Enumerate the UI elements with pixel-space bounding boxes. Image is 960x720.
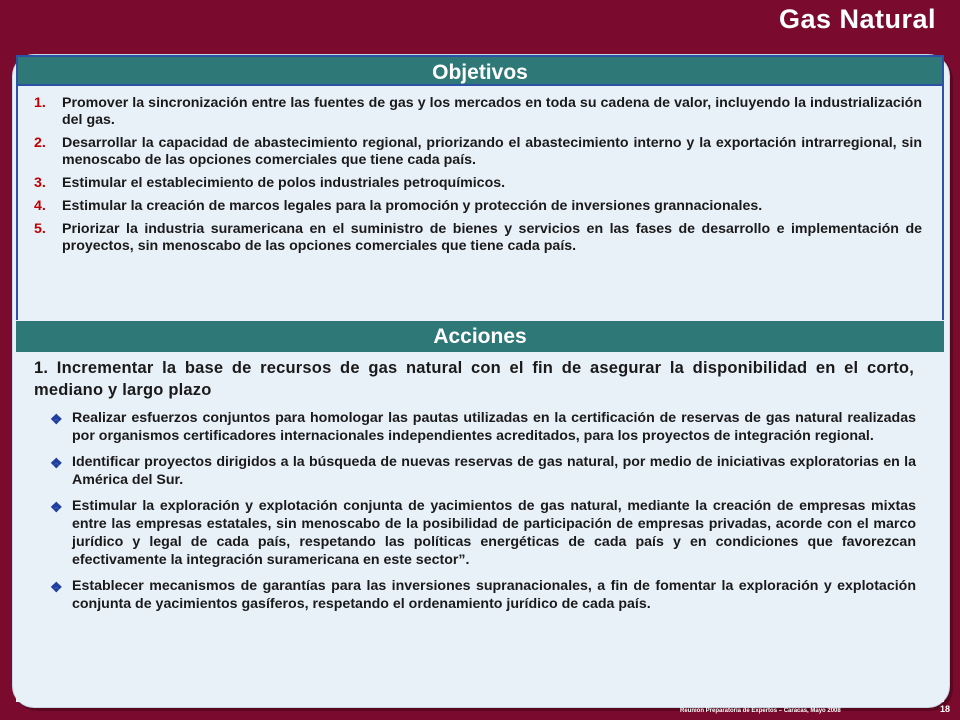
objetivo-text: Promover la sincronización entre las fuentes de gas y los mercados en toda su cadena de valor, incluyendo la industrialización del gas. <box>62 95 922 128</box>
accion-text: Realizar esfuerzos conjuntos para homologar las pautas utilizadas en la certificación de reservas de gas natural realizadas por organismos certificadores internacionales independientes acreditados, para los proyectos de integración regional. <box>72 410 916 444</box>
acciones-heading <box>34 357 914 401</box>
objetivo-text: Priorizar la industria suramericana en el suministro de bienes y servicios en las fases de desarrollo e implementación de proyectos, sin menoscabo de las opciones comerciales que tiene cada país. <box>62 221 922 254</box>
page-number: 18 <box>939 704 950 714</box>
diamond-bullet-icon: ❖ <box>50 579 63 595</box>
acciones-heading-text: Incrementar la base de recursos de gas natural con el fin de asegurar la disponibilidad en el corto, mediano y largo plazo <box>34 359 914 399</box>
accion-text: Establecer mecanismos de garantías para las inversiones supranacionales, a fin de fomentar la exploración y explotación conjunta de yacimientos gasíferos, respetando el ordenamiento jurídico de cada país. <box>72 578 916 612</box>
objetivo-number: 5. <box>34 221 46 237</box>
objetivo-text: Estimular el establecimiento de polos industriales petroquímicos. <box>62 175 506 191</box>
objetivo-number: 3. <box>34 175 46 191</box>
accion-item <box>50 409 916 445</box>
accion-item <box>50 577 916 613</box>
slide-title: Gas Natural <box>778 4 936 34</box>
accion-item <box>50 497 916 569</box>
footer-text: Reunión Preparatoria de Expertos – Caracas, Mayo 2008 <box>680 708 841 714</box>
objetivo-number: 2. <box>34 135 46 151</box>
acciones-header: Acciones <box>16 321 944 352</box>
objetivos-list <box>30 95 922 261</box>
diamond-bullet-icon: ❖ <box>50 411 63 427</box>
objetivo-number: 4. <box>34 198 46 214</box>
acciones-list <box>50 409 916 621</box>
objetivo-item <box>30 221 922 255</box>
objetivo-item <box>30 95 922 129</box>
accion-text: Identificar proyectos dirigidos a la búsqueda de nuevas reservas de gas natural, por medio de iniciativas exploratorias en la América del Sur. <box>72 454 916 488</box>
objetivo-number: 1. <box>34 95 46 111</box>
diamond-bullet-icon: ❖ <box>50 499 63 515</box>
objetivo-item <box>30 135 922 169</box>
diamond-bullet-icon: ❖ <box>50 455 63 471</box>
objetivo-item <box>30 175 922 192</box>
accion-item <box>50 453 916 489</box>
accion-text: Estimular la exploración y explotación conjunta de yacimientos de gas natural, mediante la creación de empresas mixtas entre las empresas estatales, sin menoscabo de la posibilidad de participación de empresas privadas, acorde con el marco jurídico y legal de cada país, respetando las políticas energéticas de cada país y en condiciones que favorezcan efectivamente la integración suramericana en este sector”. <box>72 498 916 568</box>
objetivos-header: Objetivos <box>16 55 944 86</box>
acciones-heading-number: 1. <box>34 359 49 377</box>
objetivo-text: Estimular la creación de marcos legales para la promoción y protección de inversiones grannacionales. <box>62 198 763 214</box>
objetivo-text: Desarrollar la capacidad de abastecimiento regional, priorizando el abastecimiento interno y la exportación intrarregional, sin menoscabo de las opciones comerciales que tiene cada país. <box>62 135 922 168</box>
objetivo-item <box>30 198 922 215</box>
